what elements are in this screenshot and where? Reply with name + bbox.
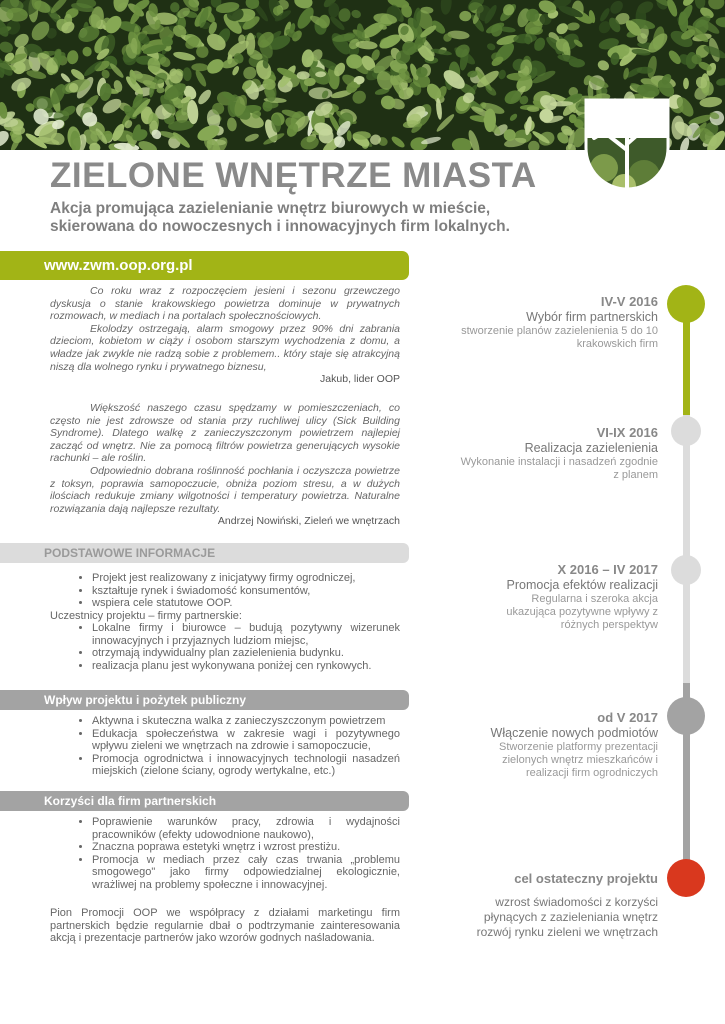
section-header-basic-info <box>0 543 409 563</box>
timeline-entry-final <box>458 871 658 940</box>
timeline-desc: Wykonanie instalacji i nasadzeń zgodnie z planem <box>460 456 658 481</box>
list-item: • Lokalne firmy i biurowce – budują pozytywny wizerunek innowacyjnych i przyjaznych ludziom miejsc, <box>92 622 400 647</box>
quote-paragraph: Odpowiednio dobrana roślinność pochłania i oczyszcza powietrze z toksyn, poprawia samopoczucie, obniża poziom stresu, a w dużych ilościach redukuje zmiany wilgotności i temperatury powietrza. Naturalne rozwiązania dają najlepsze rezultaty. <box>50 464 400 515</box>
website-url-bar <box>0 251 409 280</box>
timeline-entry-2 <box>458 425 658 482</box>
timeline-name: Realizacja zazielenienia <box>524 441 658 455</box>
closing-paragraph: Pion Promocji OOP we współpracy z działami marketingu firm partnerskich będzie regularnie dbał o podtrzymanie zainteresowania akcją i prezentacje partnerów jako wzorów godnych naśladowania. <box>50 907 400 945</box>
list-item: • realizacja planu jest wykonywana poniżej cen rynkowych. <box>92 660 400 673</box>
timeline-entry-3 <box>458 562 658 632</box>
list-item: • Aktywna i skuteczna walka z zanieczyszczonym powietrzem <box>92 715 400 728</box>
timeline-date: cel ostateczny projektu <box>514 871 658 886</box>
benefits-list <box>50 816 400 891</box>
section-header-benefits <box>0 791 409 811</box>
list-item: • wspiera cele statutowe OOP. <box>92 597 400 610</box>
timeline-node-2 <box>671 416 701 446</box>
participants-list <box>50 622 400 672</box>
timeline-desc: stworzenie planów zazielenienia 5 do 10 krakowskich firm <box>461 325 658 350</box>
timeline-node-1 <box>667 285 705 323</box>
list-item: • otrzymają indywidualny plan zazielenienia budynku. <box>92 647 400 660</box>
timeline-desc: wzrost świadomości z korzyści płynących z zazieleniania wnętrz rozwój rynku zieleni we wnętrzach <box>476 895 658 939</box>
timeline-node-final <box>667 859 705 897</box>
list-item: • Promocja ogrodnictwa i innowacyjnych technologii nasadzeń miejskich (zielone ściany, ogrody wertykalne, etc.) <box>92 753 400 778</box>
leaf-shape <box>637 67 653 74</box>
quote-paragraph: Ekolodzy ostrzegają, alarm smogowy przez 90% dni zabrania dzieciom, kobietom w ciąży i osobom starszym wychodzenia z domu, a władze jak zwykle nie radzą sobie z problemem.. który staje się atrakcyjną niszą dla wolnego rynku i prywatnego biznesu, <box>50 322 400 373</box>
timeline-desc: Regularna i szeroka akcja ukazująca pozytywne wpływy z różnych perspektyw <box>506 593 658 631</box>
timeline-name: Promocja efektów realizacji <box>506 578 658 592</box>
section-title: PODSTAWOWE INFORMACJE <box>44 546 216 560</box>
list-item: • Poprawienie warunków pracy, zdrowia i wydajności pracowników (efekty udowodnione naukowo), <box>92 816 400 841</box>
timeline-desc: Stworzenie platformy prezentacji zielonych wnętrz mieszkańców i realizacji firm ogrodniczych <box>499 741 658 779</box>
benefits-content <box>50 816 400 891</box>
list-item: • Promocja w mediach przez cały czas trwania „problemu smogowego" jako firmy odpowiedzialnej ekologicznie, wrażliwej na problemy społeczne i innowacyjnej. <box>92 854 400 892</box>
impact-content <box>50 715 400 778</box>
timeline-name: Wybór firm partnerskich <box>526 310 658 324</box>
timeline-entry-1 <box>458 294 658 351</box>
timeline-entry-4 <box>458 710 658 780</box>
section-title: Wpływ projektu i pożytek publiczny <box>44 693 247 707</box>
timeline-name <box>458 887 658 895</box>
list-item: • Edukacja społeczeństwa w zakresie wagi i pozytywnego wpływu zieleni we wnętrzach na zdrowie i samopoczucie, <box>92 728 400 753</box>
list-item: • Projekt jest realizowany z inicjatywy firmy ogrodniczej, <box>92 572 400 585</box>
basic-info-list <box>50 572 400 610</box>
quote-block-2 <box>50 402 400 528</box>
timeline-date: VI-IX 2016 <box>596 425 658 440</box>
quote-author: Jakub, lider OOP <box>320 373 400 386</box>
participants-label: Uczestnicy projektu – firmy partnerskie: <box>50 609 242 622</box>
page-subtitle: Akcja promująca zazielenianie wnętrz biurowych w mieście, skierowana do nowoczesnych i innowacyjnych firm lokalnych. <box>50 200 510 235</box>
list-item: • kształtuje rynek i świadomość konsumentów, <box>92 585 400 598</box>
timeline-date: od V 2017 <box>597 710 658 725</box>
impact-list <box>50 715 400 778</box>
quote-block-1 <box>50 285 400 386</box>
timeline-date: IV-V 2016 <box>600 294 658 309</box>
timeline-node-3 <box>671 555 701 585</box>
quote-paragraph: Większość naszego czasu spędzamy w pomieszczeniach, co często nie jest zdrowsze od stania przy ruchliwej ulicy (Sick Building Syndrome). Dlatego walkę z zanieczyszczonym powietrzem najlepiej zacząć od wnętrz. Nie za pomocą filtrów powietrza generujących wysokie rachunki – ale roślin. <box>50 402 400 465</box>
website-url-link[interactable]: www.zwm.oop.org.pl <box>44 257 193 274</box>
timeline-node-4 <box>667 697 705 735</box>
quote-paragraph: Co roku wraz z rozpoczęciem jesieni i sezonu grzewczego dyskusja o stanie krakowskiego powietrza dominuje w prywatnych rozmowach, w mediach i na portalach społecznościowych. <box>50 285 400 323</box>
timeline-name: Włączenie nowych podmiotów <box>490 726 658 740</box>
quote-author: Andrzej Nowiński, Zieleń we wnętrzach <box>217 515 400 528</box>
tree-emblem-logo <box>584 98 670 194</box>
basic-info-content <box>50 572 400 672</box>
list-item: • Znaczna poprawa estetyki wnętrz i wzrost prestiżu. <box>92 841 400 854</box>
timeline-line-segment <box>683 415 690 683</box>
section-header-impact <box>0 690 409 710</box>
page-title: ZIELONE WNĘTRZE MIASTA <box>50 156 537 195</box>
timeline-date: X 2016 – IV 2017 <box>557 562 658 577</box>
section-title: Korzyści dla firm partnerskich <box>44 794 217 808</box>
